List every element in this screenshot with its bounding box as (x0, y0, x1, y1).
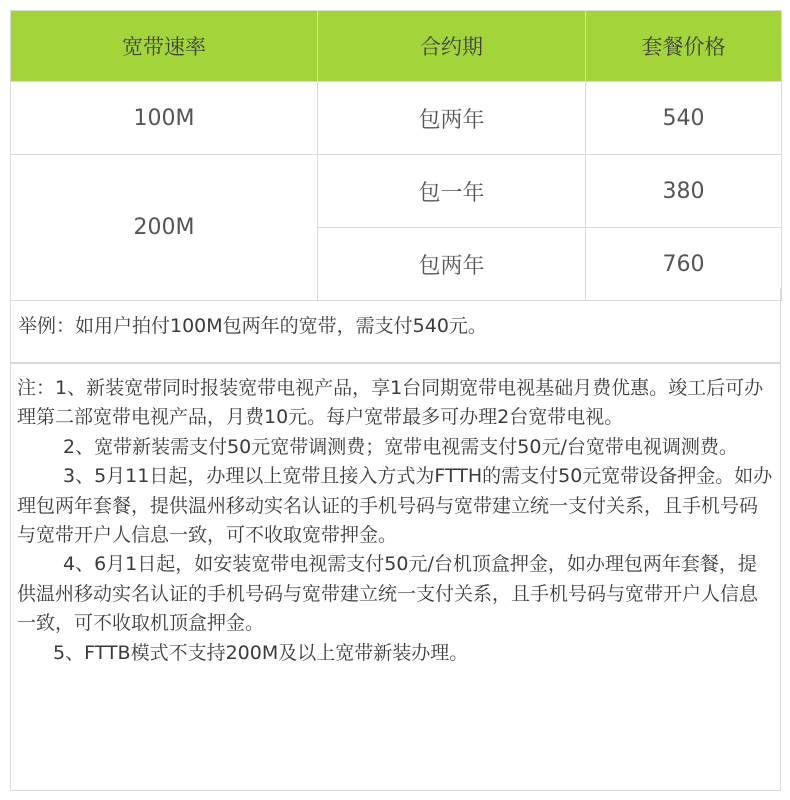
cell-term: 包一年 (318, 155, 586, 228)
cell-price: 760 (586, 228, 782, 301)
note-item: 注：1、新装宽带同时报装宽带电视产品，享1台同期宽带电视基础月费优惠。竣工后可办理第二部宽带电视产品，月费10元。每户宽带最多可办理2台宽带电视。 (17, 377, 764, 429)
note-item: 5、FTTB模式不支持200M及以上宽带新装办理。 (53, 641, 469, 664)
table-header-row (11, 11, 782, 82)
note-item: 2、宽带新装需支付50元宽带调测费；宽带电视需支付50元/台宽带电视调测费。 (63, 435, 738, 458)
example-box (10, 288, 781, 363)
cell-term: 包两年 (318, 82, 586, 155)
note-item: 4、6月1日起，如安装宽带电视需支付50元/台机顶盒押金，如办理包两年套餐，提供温州移动实名认证的手机号码与宽带建立统一支付关系，且手机号码与宽带开户人信息一致，可不收取机顶盒押金。 (17, 553, 759, 635)
example-text: 举例：如用户拍付100M包两年的宽带，需支付540元。 (18, 315, 487, 337)
cell-term: 包两年 (318, 228, 586, 301)
table-row (11, 82, 782, 155)
header-speed: 宽带速率 (11, 11, 318, 82)
cell-price: 540 (586, 82, 782, 155)
header-term: 合约期 (318, 11, 586, 82)
header-price: 套餐价格 (586, 11, 782, 82)
pricing-table (10, 10, 782, 301)
cell-speed: 200M (11, 155, 318, 301)
cell-speed: 100M (11, 82, 318, 155)
notes-box (10, 363, 781, 791)
note-item: 3、5月11日起，办理以上宽带且接入方式为FTTH的需支付50元宽带设备押金。如办理包两年套餐，提供温州移动实名认证的手机号码与宽带建立统一支付关系，且手机号码与宽带开户人信息一致，可不收取宽带押金。 (17, 465, 773, 547)
table-row (11, 155, 782, 228)
cell-price: 380 (586, 155, 782, 228)
